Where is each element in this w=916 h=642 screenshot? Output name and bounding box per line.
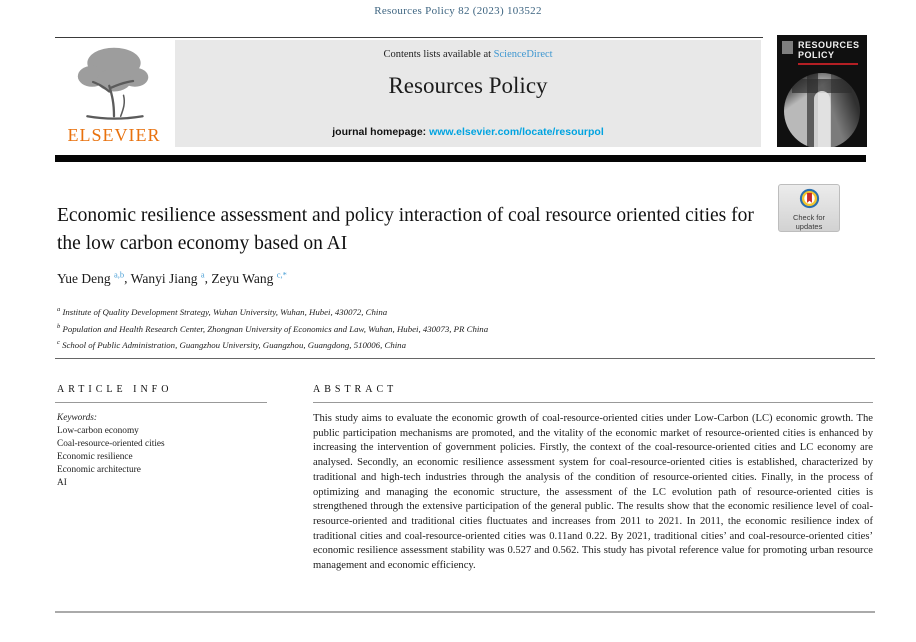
elsevier-wordmark: ELSEVIER bbox=[67, 125, 161, 145]
page-bottom-rule bbox=[55, 611, 875, 613]
author: Zeyu Wang $^{c,*}$ bbox=[211, 269, 287, 286]
author-separator: , bbox=[124, 270, 131, 286]
check-for-updates-badge[interactable] bbox=[778, 184, 840, 232]
contents-prefix: Contents lists available at bbox=[383, 49, 494, 60]
keyword-item: Economic resilience bbox=[57, 452, 133, 462]
journal-title: Resources Policy bbox=[388, 73, 548, 98]
article-info-rule bbox=[55, 402, 267, 403]
cover-globe-image bbox=[784, 73, 860, 147]
homepage-line bbox=[175, 126, 761, 138]
keyword-item: Economic architecture bbox=[57, 465, 141, 475]
author-affiliation-sup: c,* bbox=[276, 269, 287, 279]
crossmark-icon bbox=[799, 188, 820, 209]
keywords-block bbox=[57, 412, 165, 490]
author-affiliation-sup: a,b bbox=[114, 269, 125, 279]
keyword-item: Coal-resource-oriented cities bbox=[57, 439, 165, 449]
elsevier-logo bbox=[55, 42, 173, 148]
abstract-text: This study aims to evaluate the economic growth of coal-resource-oriented cities under Low-Carbon (LC) economic growth. The public participation mechanisms are promoted, and the vitality of the economic market of resource-oriented cities is enhanced by increasing the intervention of government policies. Firstly, the context of the coal-resource-oriented cities and LC economy are analysed. Secondly, an economic resilience assessment system for coal-resource-oriented cities is established, characterized by traditional and high-tech industries through the analysis of the condition of resource-oriented cities. Finally, in the process of optimizing and managing the economic structure, the assessment of the LC evolution path of resource-oriented cities is strengthened through the extensive participation of the general public. The results show that the economic resilience level of coal-resource-oriented and traditional cities fluctuates and increases from 2011 to 2021. In 2011, the economic resilience index of traditional cities and coal-resource-oriented cities was 0.11and 0.22. By 2021, traditional cities’ and coal-resource-oriented cities’ economic resilience assessment stability was 0.527 and 0.562. This study has pivotal reference value for promoting urban resource management and economic efficiency. bbox=[313, 413, 873, 572]
author: Wanyi Jiang $^a$ bbox=[130, 269, 205, 286]
journal-homepage-link[interactable]: www.elsevier.com/locate/resourpol bbox=[429, 126, 604, 138]
abstract-heading: ABSTRACT bbox=[313, 384, 398, 395]
homepage-prefix: journal homepage: bbox=[332, 126, 430, 138]
author: Yue Deng $^{a,b}$ bbox=[57, 269, 125, 286]
affiliation-line: $^b$ Population and Health Research Center, Zhongnan University of Economics and Law, Wuhan, Hubei, 430073, PR China bbox=[57, 322, 489, 334]
contents-line bbox=[175, 49, 761, 60]
section-top-rule bbox=[55, 358, 875, 359]
journal-cover-thumbnail bbox=[777, 35, 867, 147]
page-citation: Resources Policy 82 (2023) 103522 bbox=[374, 5, 542, 17]
cover-red-rule bbox=[798, 63, 858, 65]
article-info-heading: ARTICLE INFO bbox=[57, 384, 173, 395]
article-title: Economic resilience assessment and policy interaction of coal resource oriented cities for the low carbon economy based on AI bbox=[57, 205, 754, 254]
cover-publisher-emblem bbox=[782, 41, 793, 54]
masthead-top-rule bbox=[55, 37, 763, 38]
keyword-item: Low-carbon economy bbox=[57, 426, 139, 436]
author-affiliation-sup: a bbox=[200, 269, 205, 279]
abstract-rule bbox=[313, 402, 873, 403]
elsevier-tree-icon bbox=[66, 42, 162, 122]
check-for-updates-label: Check for updates bbox=[792, 213, 826, 231]
cover-globe-statue bbox=[814, 91, 830, 147]
cover-title: RESOURCES POLICY bbox=[798, 40, 860, 60]
keywords-label: Keywords: bbox=[57, 413, 97, 423]
affiliation-line: $^c$ School of Public Administration, Guangzhou University, Guangzhou, Guangdong, 510006, China bbox=[57, 339, 406, 351]
keyword-item: AI bbox=[57, 478, 67, 488]
masthead-divider-bar bbox=[55, 155, 866, 162]
masthead-box bbox=[175, 40, 761, 147]
affiliation-list bbox=[57, 303, 488, 353]
affiliation-line: $^a$ Institute of Quality Development Strategy, Wuhan University, Wuhan, Hubei, 430072, China bbox=[57, 306, 388, 317]
author-separator: , bbox=[204, 270, 212, 286]
author-list bbox=[57, 269, 287, 287]
sciencedirect-link[interactable]: ScienceDirect bbox=[493, 49, 553, 60]
